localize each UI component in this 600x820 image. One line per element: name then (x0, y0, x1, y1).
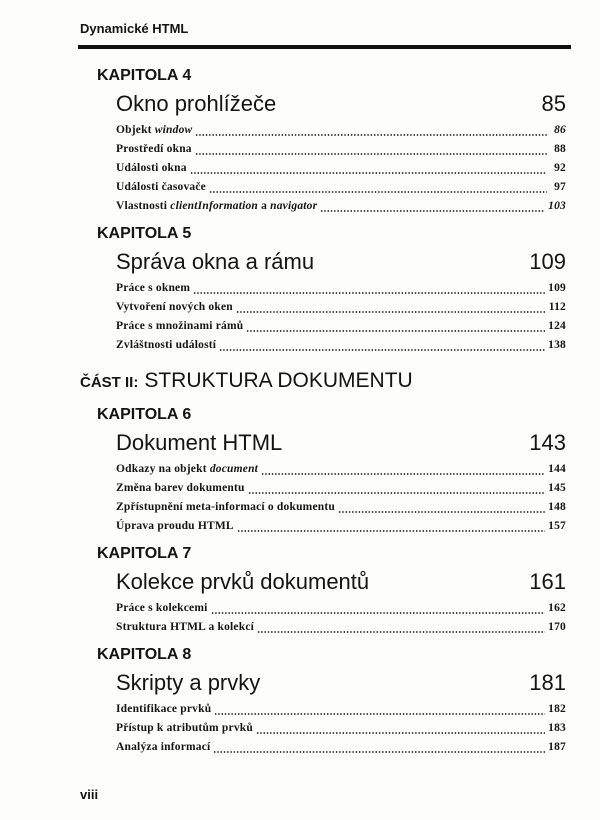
entry-title-text: a (258, 200, 271, 212)
toc-entry (116, 618, 566, 637)
chapter-page: 161 (529, 569, 566, 594)
entry-title-text: Přístup k atributům prvků (116, 722, 253, 734)
chapter-label: KAPITOLA 6 (97, 406, 192, 423)
entry-title-text: Události časovače (116, 181, 206, 193)
entry-title-text: Události okna (116, 162, 187, 174)
dot-leader (211, 612, 546, 614)
table-of-contents (80, 58, 566, 757)
entry-title-text: Objekt (116, 124, 155, 136)
entry-page: 112 (548, 301, 566, 313)
part-heading (80, 367, 566, 397)
entry-title (116, 317, 243, 336)
entry-page: 138 (548, 339, 566, 351)
entry-title (116, 197, 317, 216)
page-number: viii (80, 787, 99, 802)
entry-title (116, 719, 253, 738)
entry-title (116, 498, 335, 517)
dot-leader (248, 492, 546, 494)
entry-title (116, 298, 233, 317)
entry-title (116, 460, 258, 479)
toc-entry (116, 738, 566, 757)
chapter-page: 181 (529, 670, 566, 695)
chapter-title: Kolekce prvků dokumentů (116, 569, 370, 594)
chapter-title-row (116, 568, 566, 595)
header-rule (78, 45, 571, 49)
chapter-page: 143 (529, 430, 566, 455)
dot-leader (320, 210, 545, 212)
entry-title-text: Prostředí okna (116, 143, 192, 155)
toc-entry (116, 159, 566, 178)
dot-leader (195, 134, 547, 136)
dot-leader (236, 311, 546, 313)
entry-page: 162 (548, 602, 566, 614)
entry-page: 109 (548, 282, 566, 294)
entry-page: 183 (548, 722, 566, 734)
entry-title (116, 178, 206, 197)
entry-title-text: Analýza informací (116, 741, 211, 753)
dot-leader (190, 172, 547, 174)
entry-title-text: Identifikace prvků (116, 703, 212, 715)
part-label: ČÁST II: (80, 374, 139, 391)
entry-page: 182 (548, 703, 566, 715)
chapter-title-row (116, 248, 566, 275)
entry-title-text: Práce s kolekcemi (116, 602, 208, 614)
chapter-title-row (116, 429, 566, 456)
entry-title-text: Struktura HTML a kolekcí (116, 621, 255, 633)
entry-title (116, 121, 192, 140)
dot-leader (261, 473, 545, 475)
chapter-label: KAPITOLA 7 (97, 545, 192, 562)
entry-page: 88 (554, 143, 566, 155)
entry-title (116, 336, 216, 355)
entry-title (116, 599, 208, 618)
entry-page: 148 (548, 501, 566, 513)
chapter-title: Správa okna a rámu (116, 249, 315, 274)
chapter-title-row (116, 90, 566, 117)
entry-title (116, 700, 211, 719)
chapter-label: KAPITOLA 8 (97, 646, 192, 663)
entry-title-text: Změna barev dokumentu (116, 482, 245, 494)
toc-entry (116, 298, 566, 317)
entry-page: 157 (548, 520, 566, 532)
toc-entry (116, 197, 566, 216)
entry-page: 92 (554, 162, 566, 174)
toc-entry (116, 140, 566, 159)
toc-entry (116, 317, 566, 336)
dot-leader (237, 530, 545, 532)
chapter-title-row (116, 669, 566, 696)
entry-title (116, 279, 190, 298)
toc-entry (116, 178, 566, 197)
chapter-title: Dokument HTML (116, 430, 283, 455)
dot-leader (257, 631, 545, 633)
entry-title-text: Práce s oknem (116, 282, 191, 294)
entry-title-text: Práce s množinami rámů (116, 320, 244, 332)
entry-title-text: Vytvoření nových oken (116, 301, 233, 313)
toc-entry (116, 517, 566, 536)
entry-title (116, 618, 254, 637)
chapter-title: Okno prohlížeče (116, 91, 277, 116)
entry-title (116, 159, 187, 178)
dot-leader (246, 330, 545, 332)
toc-entry (116, 460, 566, 479)
toc-entry (116, 498, 566, 517)
entry-title-text: Zpřístupnění meta-informací o dokumentu (116, 501, 335, 513)
chapter-title: Skripty a prvky (116, 670, 261, 695)
entry-page: 103 (548, 200, 566, 212)
entry-title-text: Zvláštnosti událostí (116, 339, 217, 351)
dot-leader (209, 191, 547, 193)
chapter-label: KAPITOLA 4 (97, 67, 192, 84)
entry-page: 144 (548, 463, 566, 475)
dot-leader (214, 713, 545, 715)
entry-title (116, 517, 234, 536)
entry-page: 145 (548, 482, 566, 494)
chapter-page: 85 (541, 91, 566, 116)
entry-title-italic: document (209, 463, 259, 475)
entry-title-italic: window (154, 124, 193, 136)
toc-entry (116, 479, 566, 498)
toc-entry (116, 700, 566, 719)
toc-entry (116, 121, 566, 140)
dot-leader (338, 511, 545, 513)
toc-entry (116, 719, 566, 738)
entry-title-italic: navigator (270, 200, 318, 212)
entry-page: 124 (548, 320, 566, 332)
dot-leader (256, 732, 545, 734)
dot-leader (193, 292, 545, 294)
entry-page: 97 (554, 181, 566, 193)
toc-entry (116, 599, 566, 618)
running-header: Dynamické HTML (80, 21, 189, 36)
entry-title (116, 140, 192, 159)
entry-title (116, 738, 210, 757)
entry-page: 86 (554, 124, 566, 136)
chapter-page: 109 (529, 249, 566, 274)
dot-leader (195, 153, 547, 155)
toc-entry (116, 336, 566, 355)
entry-title-text: Vlastnosti (116, 200, 171, 212)
chapter-label: KAPITOLA 5 (97, 225, 192, 242)
entry-title-text: Úprava proudu HTML (116, 520, 234, 532)
part-title: STRUKTURA DOKUMENTU (144, 369, 413, 392)
toc-entry (116, 279, 566, 298)
entry-title-text: Odkazy na objekt (116, 463, 210, 475)
entry-page: 170 (548, 621, 566, 633)
entry-title-italic: clientInformation (170, 200, 259, 212)
entry-page: 187 (548, 741, 566, 753)
entry-title (116, 479, 245, 498)
dot-leader (219, 349, 545, 351)
dot-leader (213, 751, 545, 753)
